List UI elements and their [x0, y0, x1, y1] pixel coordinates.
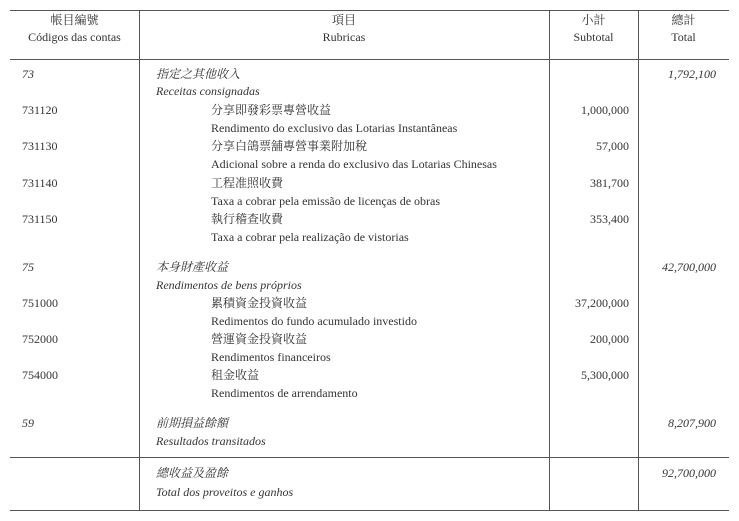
- group-title-pt: Resultados transitados: [156, 434, 266, 448]
- item-title-pt: Taxa a cobrar pela emissão de licenças de obras: [211, 194, 441, 208]
- item-title-pt: Redimentos do fundo acumulado investido: [211, 314, 417, 328]
- total-divider: [10, 457, 729, 458]
- item-subtotal: 1,000,000: [581, 103, 629, 117]
- header-codes-pt: Códigos das contas: [28, 30, 121, 44]
- item-title-pt: Rendimento do exclusivo das Lotarias Instantâneas: [211, 121, 458, 135]
- item-title-pt: Rendimentos de arrendamento: [211, 386, 358, 400]
- col-divider-3: [638, 10, 639, 511]
- group-total: 42,700,000: [662, 260, 716, 274]
- grand-total-label-zh: 總收益及盈餘: [156, 466, 229, 480]
- item-title-zh: 分享白鴿票舖專營事業附加稅: [211, 139, 368, 153]
- item-title-zh: 累積資金投資收益: [211, 296, 308, 310]
- item-code: 752000: [22, 332, 58, 346]
- header-rubricas-zh: 項目: [331, 13, 356, 27]
- item-code: 731140: [22, 176, 58, 190]
- item-code: 731130: [22, 139, 58, 153]
- item-title-zh: 工程准照收費: [211, 176, 284, 190]
- header-total-pt: Total: [671, 30, 696, 44]
- col-divider-1: [139, 10, 140, 511]
- header-total-zh: 總計: [671, 13, 696, 27]
- item-title-pt: Rendimentos financeiros: [211, 350, 331, 364]
- header-rubricas-pt: Rubricas: [322, 30, 366, 44]
- group-title-zh: 指定之其他收入: [156, 67, 241, 81]
- item-subtotal: 381,700: [590, 176, 629, 190]
- item-subtotal: 57,000: [596, 139, 629, 153]
- group-title-pt: Receitas consignadas: [156, 84, 260, 98]
- group-code: 75: [22, 260, 34, 274]
- item-title-zh: 營運資金投資收益: [211, 332, 308, 346]
- group-code: 59: [22, 416, 34, 430]
- item-title-zh: 租金收益: [211, 368, 260, 382]
- item-title-pt: Taxa a cobrar pela realização de vistorias: [211, 230, 409, 244]
- item-code: 731120: [22, 103, 58, 117]
- header-rubricas: [139, 12, 549, 46]
- item-title-zh: 執行稽查收費: [211, 212, 284, 226]
- group-title-zh: 前期損益餘額: [156, 416, 229, 430]
- header-codes-zh: 帳目編號: [50, 13, 99, 27]
- item-title-pt: Adicional sobre a renda do exclusivo das Lotarias Chinesas: [211, 157, 497, 171]
- col-divider-2: [549, 10, 550, 511]
- header-codes: [10, 12, 139, 46]
- grand-total-label-pt: Total dos proveitos e ganhos: [156, 485, 294, 499]
- item-subtotal: 5,300,000: [581, 368, 629, 382]
- group-title-zh: 本身財產收益: [156, 260, 229, 274]
- group-code: 73: [22, 67, 34, 81]
- item-code: 751000: [22, 296, 58, 310]
- group-total: 1,792,100: [668, 67, 716, 81]
- item-code: 754000: [22, 368, 58, 382]
- item-subtotal: 37,200,000: [575, 296, 629, 310]
- item-title-zh: 分享即發彩票專營收益: [211, 103, 332, 117]
- table-border-bottom: [10, 510, 729, 511]
- item-subtotal: 353,400: [590, 212, 629, 226]
- header-subtotal-zh: 小計: [581, 13, 606, 27]
- header-total: [638, 12, 729, 46]
- table-border-top: [10, 10, 729, 11]
- group-title-pt: Rendimentos de bens próprios: [156, 278, 302, 292]
- header-subtotal: [549, 12, 638, 46]
- header-subtotal-pt: Subtotal: [573, 30, 614, 44]
- group-total: 8,207,900: [668, 416, 716, 430]
- item-subtotal: 200,000: [590, 332, 629, 346]
- item-code: 731150: [22, 212, 58, 226]
- grand-total-value: 92,700,000: [662, 466, 716, 480]
- header-divider: [10, 59, 729, 60]
